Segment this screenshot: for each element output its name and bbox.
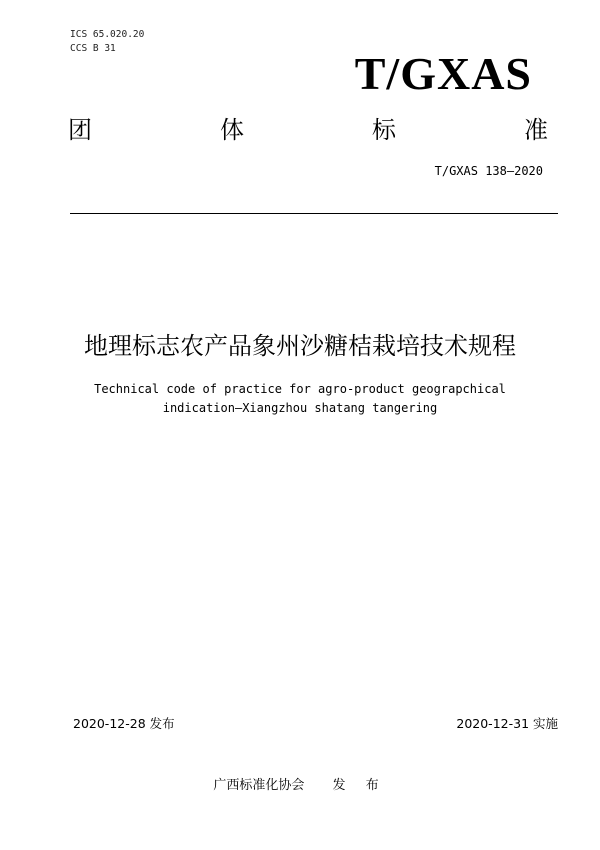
publisher-name: 广西标准化协会 (213, 778, 305, 793)
standard-type-char-4: 准 (524, 116, 548, 144)
implementation-date: 2020-12-31 实施 (456, 716, 558, 731)
title-chinese: 地理标志农产品象州沙糖桔栽培技术规程 (84, 332, 516, 360)
title-english-line-2: indication—Xiangzhou shatang tangering (162, 401, 438, 415)
standard-number: T/GXAS 138—2020 (434, 164, 543, 178)
standard-type-char-2: 体 (220, 116, 244, 144)
ics-code: ICS 65.020.20 (70, 29, 145, 40)
publisher (0, 777, 600, 795)
ccs-code: CCS B 31 (70, 43, 116, 54)
standard-logo: T/GXAS (354, 48, 532, 99)
publisher-action: 发 布 (332, 778, 387, 793)
title-english (0, 380, 600, 418)
header-divider (70, 213, 558, 214)
title-english-line-1: Technical code of practice for agro-product geograpchical (94, 382, 506, 396)
standard-type (68, 114, 548, 146)
issue-date: 2020-12-28 发布 (73, 716, 175, 731)
standard-type-char-3: 标 (372, 116, 396, 144)
standard-type-char-1: 团 (68, 116, 92, 144)
classification-codes (70, 28, 144, 56)
